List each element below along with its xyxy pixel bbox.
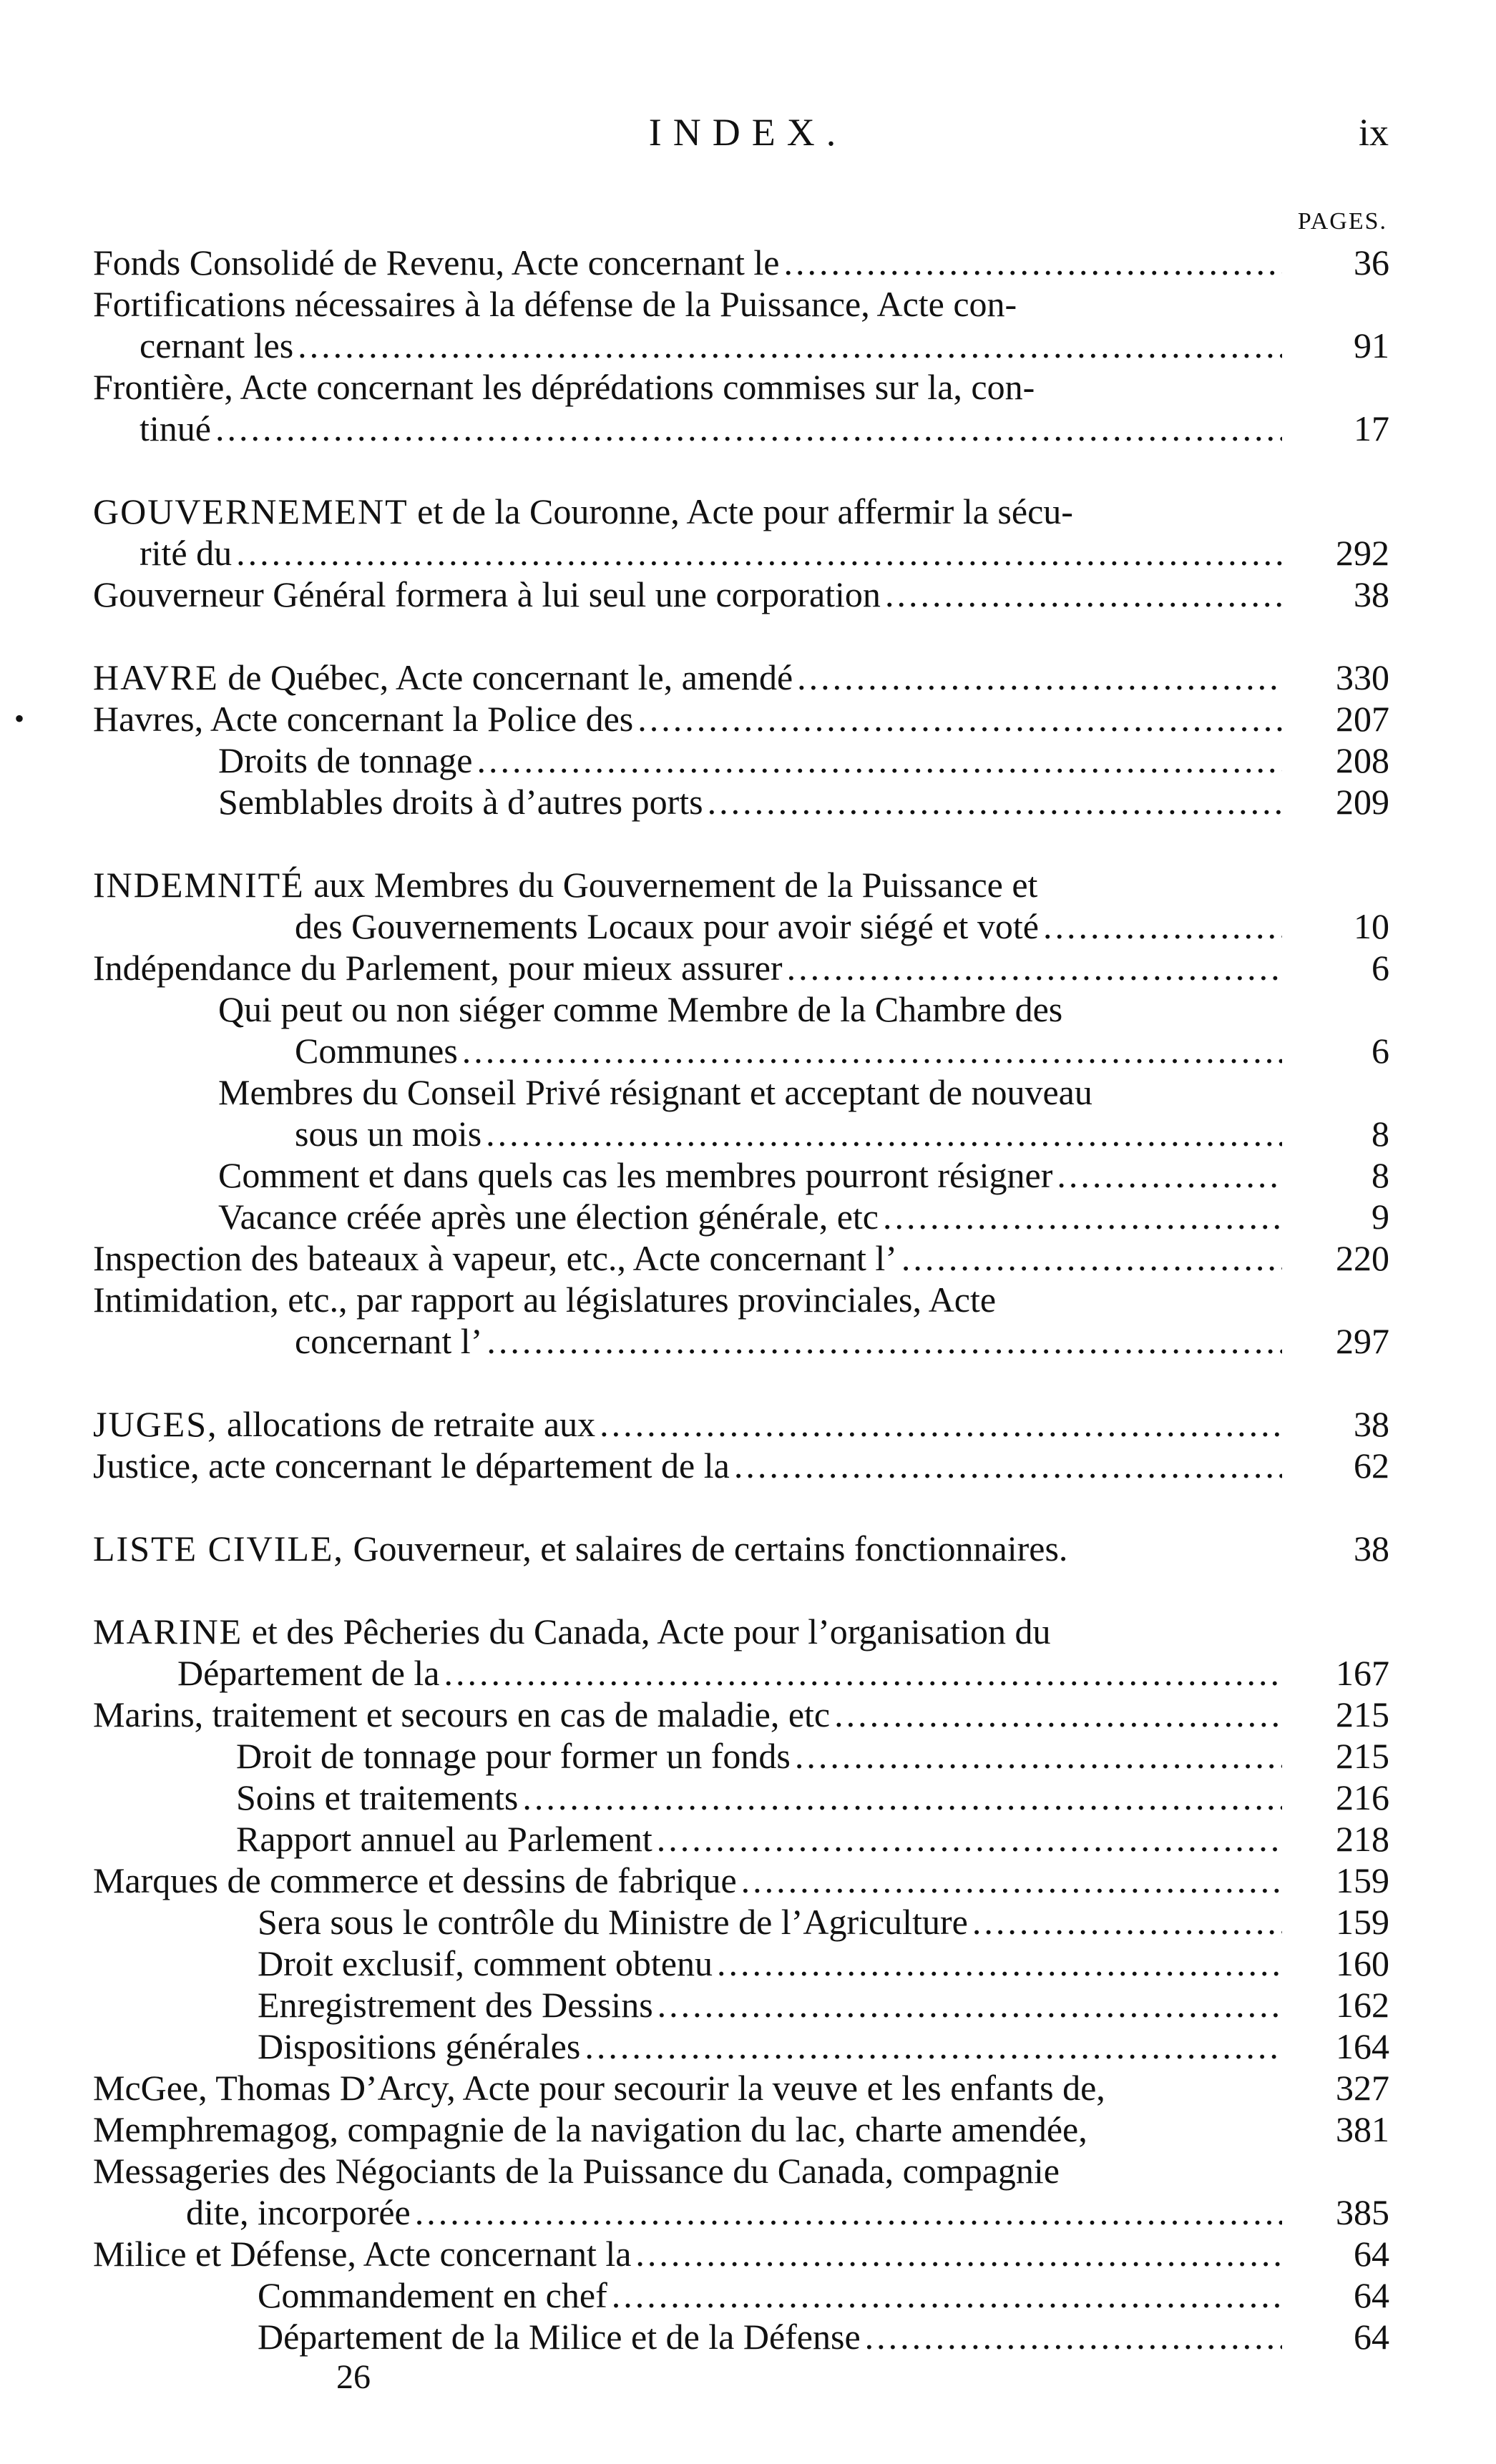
entry-text: Marins, traitement et secours en cas de maladie, etc <box>93 1694 831 1734</box>
entry-page: 164 <box>1336 2026 1389 2066</box>
entry-continuation: Communes <box>295 1031 458 1071</box>
running-head <box>0 107 1496 157</box>
entry-text: Memphremagog, compagnie de la navigation du lac, charte amendée, <box>93 2109 1087 2149</box>
entry-page: 8 <box>1372 1155 1389 1195</box>
index-subentry <box>93 1984 1389 2026</box>
index-subentry <box>93 988 1389 1071</box>
index-entry <box>93 491 1389 574</box>
dot-leader <box>713 1943 1282 1984</box>
entry-text: Droit exclusif, comment obtenu <box>258 1943 713 1983</box>
entry-text: Indépendance du Parlement, pour mieux assurer <box>93 948 783 988</box>
entry-page: 160 <box>1336 1943 1389 1983</box>
entry-page: 216 <box>1336 1777 1389 1817</box>
entry-page: 8 <box>1372 1114 1389 1154</box>
entry-text: Vacance créée après une élection générale, etc <box>218 1197 879 1237</box>
entry-page: 218 <box>1336 1819 1389 1859</box>
entry-text: et de la Couronne, Acte pour affermir la sécu- <box>417 491 1073 531</box>
dot-leader <box>703 781 1282 823</box>
index-entry <box>93 1403 1389 1445</box>
entry-text: et des Pêcheries du Canada, Acte pour l’organisation du <box>251 1611 1051 1651</box>
dot-leader <box>595 1403 1282 1445</box>
entry-text: Qui peut ou non siéger comme Membre de la Chambre des <box>218 989 1063 1029</box>
dot-leader <box>897 1237 1282 1279</box>
entry-continuation: rité du <box>140 533 233 573</box>
entry-page: 297 <box>1336 1321 1389 1361</box>
dot-leader <box>411 2191 1282 2233</box>
entry-text: Frontière, Acte concernant les déprédations commises sur la, con- <box>93 367 1035 407</box>
dot-leader <box>1039 905 1282 947</box>
index-entry <box>93 2233 1389 2274</box>
entry-continuation: sous un mois <box>295 1114 482 1154</box>
entry-heading: MARINE <box>93 1611 243 1651</box>
entry-text: Milice et Défense, Acte concernant la <box>93 2234 632 2274</box>
dot-leader <box>631 2233 1282 2274</box>
dot-leader <box>518 1777 1282 1818</box>
dot-leader <box>780 242 1283 283</box>
entry-text: Gouverneur, et salaires de certains fonctionnaires. <box>353 1528 1068 1569</box>
entry-page: 208 <box>1336 740 1389 780</box>
entry-text: Sera sous le contrôle du Ministre de l’Agriculture <box>258 1902 968 1942</box>
index-subentry <box>93 1071 1389 1154</box>
entry-page: 159 <box>1336 1860 1389 1900</box>
entry-text: Soins et traitements <box>236 1777 519 1817</box>
entry-page: 38 <box>1354 1404 1389 1444</box>
entry-text: Havres, Acte concernant la Police des <box>93 699 634 739</box>
entry-page: 64 <box>1354 2234 1389 2274</box>
dot-leader <box>580 2026 1282 2067</box>
dot-leader <box>652 1818 1282 1860</box>
entry-text: Inspection des bateaux à vapeur, etc., Acte concernant l’ <box>93 1238 897 1278</box>
entry-text: Fonds Consolidé de Revenu, Acte concernant le <box>93 242 780 283</box>
entry-text: Commandement en chef <box>258 2275 607 2315</box>
dot-leader <box>968 1901 1282 1943</box>
index-subentry <box>93 2274 1389 2316</box>
entry-text: Fortifications nécessaires à la défense de la Puissance, Acte con- <box>93 284 1017 324</box>
dot-leader <box>607 2274 1282 2316</box>
entry-page: 38 <box>1354 574 1389 614</box>
index-entry <box>93 1237 1389 1279</box>
dot-leader <box>861 2316 1282 2357</box>
index-entry <box>93 1694 1389 1735</box>
index-subentry <box>93 1154 1389 1196</box>
dot-leader <box>458 1030 1282 1071</box>
index-entry <box>93 242 1389 283</box>
entry-page: 385 <box>1336 2192 1389 2232</box>
entry-text: Droit de tonnage pour former un fonds <box>236 1736 791 1776</box>
entry-text: Semblables droits à d’autres ports <box>218 782 703 822</box>
entry-page: 215 <box>1336 1736 1389 1776</box>
index-entry <box>93 574 1389 615</box>
entry-continuation: tinué <box>140 408 211 448</box>
index-subentry <box>93 1777 1389 1818</box>
dot-leader <box>879 1196 1282 1237</box>
entry-text: Comment et dans quels cas les membres pourront résigner <box>218 1155 1053 1195</box>
index-entry <box>93 366 1389 449</box>
dot-leader <box>232 532 1282 574</box>
entry-page: 381 <box>1336 2109 1389 2149</box>
entry-text: allocations de retraite aux <box>227 1404 596 1444</box>
entry-continuation: des Gouvernements Locaux pour avoir siégé et voté <box>295 906 1039 946</box>
entry-page: 38 <box>1354 1528 1389 1569</box>
dot-leader <box>791 1735 1282 1777</box>
entry-page: 220 <box>1336 1238 1389 1278</box>
dot-leader <box>737 1860 1282 1901</box>
entry-heading: HAVRE <box>93 657 219 697</box>
entry-page: 292 <box>1336 533 1389 573</box>
pages-column-label: PAGES. <box>1297 208 1387 235</box>
entry-text: aux Membres du Gouvernement de la Puissance et <box>313 865 1038 905</box>
entry-text: Droits de tonnage <box>218 740 473 780</box>
entry-page: 91 <box>1354 325 1389 365</box>
entry-heading: INDEMNITÉ <box>93 865 305 905</box>
entry-text: McGee, Thomas D’Arcy, Acte pour secourir la veuve et les enfants de, <box>93 2068 1105 2108</box>
index-subentry <box>93 2026 1389 2067</box>
margin-bullet-mark: • <box>14 702 25 735</box>
index-entry <box>14 698 1389 740</box>
entry-page: 162 <box>1336 1985 1389 2025</box>
index-entry <box>93 1279 1389 1362</box>
entry-text: Messageries des Négociants de la Puissance du Canada, compagnie <box>93 2151 1060 2191</box>
entry-heading: GOUVERNEMENT <box>93 491 409 531</box>
entry-page: 17 <box>1354 408 1389 448</box>
dot-leader <box>481 1113 1282 1154</box>
dot-leader <box>881 574 1282 615</box>
entry-page: 215 <box>1336 1694 1389 1734</box>
index-subentry <box>93 1735 1389 1777</box>
entry-page: 64 <box>1354 2317 1389 2357</box>
entry-text: Membres du Conseil Privé résignant et acceptant de nouveau <box>218 1072 1092 1112</box>
page-title: INDEX. <box>648 111 848 154</box>
entry-heading: JUGES, <box>93 1404 218 1444</box>
entry-continuation: dite, incorporée <box>186 2192 411 2232</box>
dot-leader <box>830 1694 1282 1735</box>
entry-page: 6 <box>1372 948 1389 988</box>
index-subentry <box>93 1901 1389 1943</box>
entry-page: 64 <box>1354 2275 1389 2315</box>
entry-page: 62 <box>1354 1445 1389 1486</box>
index-entry <box>93 283 1389 366</box>
index-subentry <box>93 1196 1389 1237</box>
index-entry <box>93 864 1389 947</box>
dot-leader <box>783 947 1282 988</box>
printer-signature-mark: 26 <box>336 2358 371 2396</box>
entry-continuation: concernant l’ <box>295 1321 483 1361</box>
index-entry <box>93 1528 1389 1569</box>
index-entry <box>93 1860 1389 1901</box>
index-subentry <box>93 781 1389 823</box>
index-entry <box>93 947 1389 988</box>
dot-leader <box>439 1652 1282 1694</box>
entry-page: 330 <box>1336 657 1389 697</box>
entry-text: Rapport annuel au Parlement <box>236 1819 652 1859</box>
index-entry <box>93 1611 1389 1694</box>
entry-text: Enregistrement des Dessins <box>258 1985 653 2025</box>
index-entry <box>93 2067 1389 2109</box>
dot-leader <box>730 1445 1282 1486</box>
index-entry <box>93 2150 1389 2233</box>
entry-text: Département de la Milice et de la Défense <box>258 2317 861 2357</box>
entry-page: 10 <box>1354 906 1389 946</box>
entry-page: 327 <box>1336 2068 1389 2108</box>
dot-leader <box>793 657 1282 698</box>
index-subentry <box>93 1818 1389 1860</box>
index-subentry <box>93 2316 1389 2357</box>
entry-page: 207 <box>1336 699 1389 739</box>
index-subentry <box>93 1943 1389 1984</box>
entry-page: 36 <box>1354 242 1389 283</box>
dot-leader <box>633 698 1282 740</box>
dot-leader <box>1052 1154 1282 1196</box>
entry-page: 159 <box>1336 1902 1389 1942</box>
index-list <box>14 242 1389 2357</box>
entry-heading: LISTE CIVILE, <box>93 1528 344 1569</box>
entry-text: Gouverneur Général formera à lui seul une corporation <box>93 574 881 614</box>
entry-text: de Québec, Acte concernant le, amendé <box>228 657 793 697</box>
dot-leader <box>653 1984 1282 2026</box>
dot-leader <box>211 408 1282 449</box>
entry-text: Intimidation, etc., par rapport au législatures provinciales, Acte <box>93 1280 997 1320</box>
entry-text: Dispositions générales <box>258 2026 581 2066</box>
dot-leader <box>293 325 1282 366</box>
entry-page: 9 <box>1372 1197 1389 1237</box>
entry-page: 209 <box>1336 782 1389 822</box>
page-number: ix <box>1358 111 1389 154</box>
index-entry <box>93 2109 1389 2150</box>
dot-leader <box>472 740 1282 781</box>
dot-leader <box>482 1320 1282 1362</box>
entry-continuation: Département de la <box>177 1653 440 1693</box>
index-entry <box>93 1445 1389 1486</box>
entry-continuation: cernant les <box>140 325 294 365</box>
entry-page: 167 <box>1336 1653 1389 1693</box>
index-subentry <box>93 740 1389 781</box>
entry-text: Justice, acte concernant le département de la <box>93 1445 730 1486</box>
entry-text: Marques de commerce et dessins de fabrique <box>93 1860 737 1900</box>
index-entry <box>93 657 1389 698</box>
entry-page: 6 <box>1372 1031 1389 1071</box>
